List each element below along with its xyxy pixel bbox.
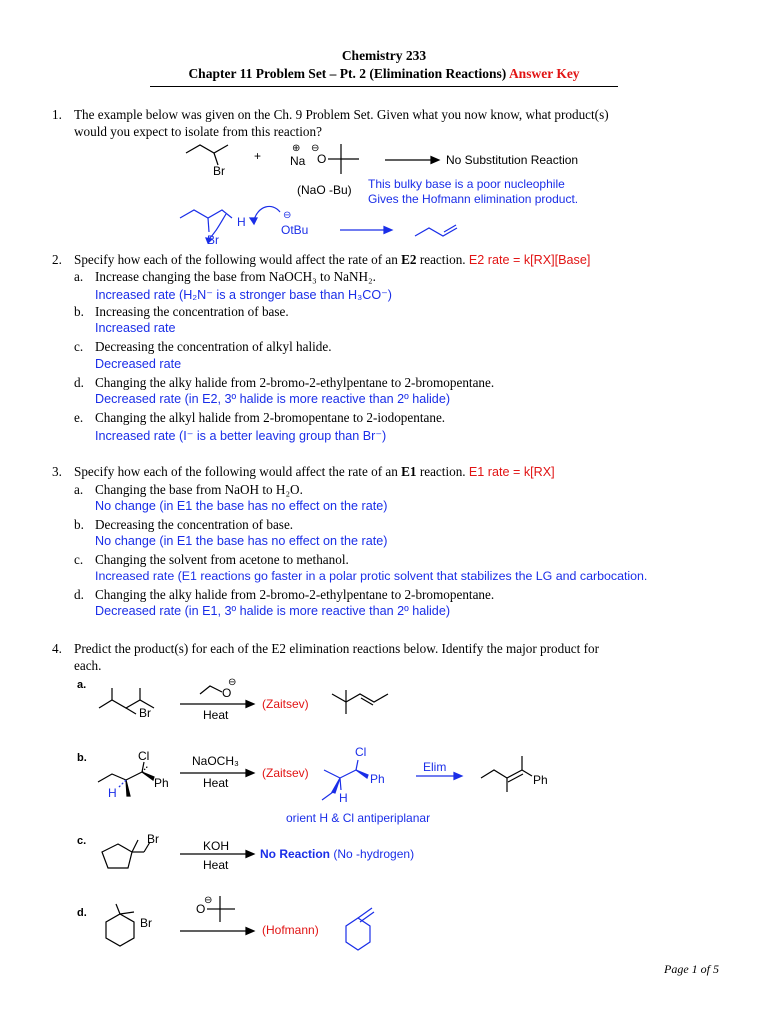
q4b-newman-ph: Ph: [370, 772, 385, 786]
q1-text-line2: would you expect to isolate from this reaction?: [74, 124, 322, 139]
q1-o-label: O: [317, 152, 327, 166]
q2-item-c-letter: c.: [74, 339, 84, 354]
q2-item-e-question: Changing the alkyl halide from 2-bromopentane to 2-iodopentane.: [95, 410, 446, 425]
q3-item-b-question: Decreasing the concentration of base.: [95, 517, 294, 532]
q3-item-a-answer: No change (in E1 the base has no effect on the rate): [95, 499, 388, 513]
q4b-antiperiplanar-note: orient H & Cl antiperiplanar: [286, 811, 431, 825]
q4b-cl-label: Cl: [138, 749, 150, 763]
q3-item-d-letter: d.: [74, 587, 84, 602]
q4a-condition: Heat: [203, 708, 229, 722]
q1-hofmann-product-structure: [412, 218, 468, 242]
q1-text-line1: The example below was given on the Ch. 9 Problem Set. Given what you now know, what product(s): [74, 107, 609, 122]
q4a-substrate-structure: [96, 684, 166, 720]
q1-br-label: Br: [213, 164, 225, 178]
q2-item-d-question: Changing the alky halide from 2-bromo-2-ethylpentane to 2-bromopentane.: [95, 375, 495, 390]
q4b-alkene-product-structure: [478, 754, 540, 800]
q1-answer-note2: Gives the Hofmann elimination product.: [368, 192, 579, 206]
q4b-condition: Heat: [203, 776, 229, 790]
q2-item-b-letter: b.: [74, 304, 84, 319]
q4c-label: c.: [77, 835, 87, 847]
q4b-h-label: H: [108, 786, 117, 800]
q1-substrate-structure: [180, 140, 240, 180]
q2-item-e-letter: e.: [74, 410, 84, 425]
q3-rate-law: E1 rate = k[RX]: [468, 465, 555, 479]
q1-mechanism-base: OtBu: [281, 223, 309, 237]
q2-item-c-question: Decreasing the concentration of alkyl halide.: [95, 339, 332, 354]
q4a-product-structure: [328, 684, 398, 720]
q3-item-b-answer: No change (in E1 the base has no effect on the rate): [95, 534, 388, 548]
q4d-br-label: Br: [140, 916, 152, 930]
q2-intro: [74, 251, 590, 269]
q4c-no-hydrogen: (No -hydrogen): [333, 847, 415, 861]
q4d-substrate-structure: [96, 902, 146, 954]
q4c-condition: Heat: [203, 858, 229, 872]
q4-text-line2: each.: [74, 658, 102, 673]
q4d-o-label: O: [196, 902, 206, 916]
page-number: Page 1 of 5: [664, 962, 719, 976]
q4a-minus: ⊖: [228, 677, 237, 688]
q2-item-e-answer: Increased rate (I⁻ is a better leaving group than Br⁻): [95, 429, 387, 443]
q4a-br-label: Br: [139, 706, 151, 720]
q4d-reaction-arrow: [180, 926, 260, 938]
q2-intro-e2: E2: [401, 252, 417, 267]
q4b-substrate-structure: [96, 760, 162, 802]
q4b-newman-h: H: [339, 791, 348, 805]
q1-mechanism-h: H: [237, 215, 246, 229]
q3-item-a-question: Changing the base from NaOH to H₂O.: [95, 482, 303, 497]
q2-rate-law: E2 rate = k[RX][Base]: [468, 253, 591, 267]
q2-item-d-letter: d.: [74, 375, 84, 390]
q4a-o-label: O: [222, 686, 232, 700]
q4b-newman-cl: Cl: [355, 745, 367, 759]
q4a-label: a.: [77, 679, 87, 691]
q4b-elim-label: Elim: [423, 760, 447, 774]
q4b-ph-label: Ph: [154, 776, 169, 790]
q3-item-b-letter: b.: [74, 517, 84, 532]
q4c-br-label: Br: [147, 832, 159, 846]
problem-set-title: Chapter 11 Problem Set – Pt. 2 (Elimination Reactions): [188, 66, 507, 81]
q4b-alkene-ph: Ph: [533, 773, 548, 787]
q1-na-charge: ⊕: [292, 143, 301, 154]
q2-number: 2.: [52, 252, 62, 267]
q4d-label: d.: [77, 907, 87, 919]
q2-item-d-answer: Decreased rate (in E2, 3º halide is more reactive than 2º halide): [95, 392, 451, 406]
q1-plus: +: [254, 149, 262, 163]
q3-item-c-letter: c.: [74, 552, 84, 567]
q3-intro: [74, 463, 555, 481]
header-rule: [150, 86, 618, 87]
q1-tbutoxide-structure: [326, 140, 366, 180]
q2-intro-a: Specify how each of the following would affect the rate of an: [74, 252, 402, 267]
q4d-minus: ⊖: [204, 895, 213, 906]
q3-item-c-question: Changing the solvent from acetone to methanol.: [95, 552, 349, 567]
q4b-reagent: NaOCH₃: [192, 754, 239, 768]
q2-item-c-answer: Decreased rate: [95, 357, 182, 371]
q3-intro-c: reaction.: [416, 464, 466, 479]
q4-text-line1: Predict the product(s) for each of the E2 elimination reactions below. Identify the major product for: [74, 641, 600, 656]
q3-intro-e1: E1: [401, 464, 417, 479]
q2-item-a-answer: Increased rate (H₂N⁻ is a stronger base than H₃CO⁻): [95, 288, 392, 302]
q1-o-charge: ⊖: [311, 143, 320, 154]
q2-item-a-question: Increase changing the base from NaOCH₃ to NaNH₂.: [95, 269, 376, 284]
answer-key-label: Answer Key: [508, 66, 580, 81]
q4-number: 4.: [52, 641, 62, 656]
q1-reagent-name: (NaO -Bu): [297, 183, 352, 197]
q2-intro-c: reaction.: [416, 252, 466, 267]
q3-item-d-question: Changing the alky halide from 2-bromo-2-ethylpentane to 2-bromopentane.: [95, 587, 495, 602]
q1-na-label: Na: [290, 154, 306, 168]
q1-mechanism-arrow: [340, 225, 400, 237]
q1-answer-note1: This bulky base is a poor nucleophile: [368, 177, 565, 191]
q4c-result: [260, 847, 414, 861]
q4b-result: (Zaitsev): [262, 766, 309, 780]
q2-item-b-question: Increasing the concentration of base.: [95, 304, 289, 319]
q4c-no-reaction: No Reaction: [260, 847, 331, 861]
q2-item-b-answer: Increased rate: [95, 321, 176, 335]
q4b-antiperiplanar-structure: [318, 760, 378, 804]
page-title: [0, 66, 768, 82]
q4d-result: (Hofmann): [262, 923, 319, 937]
q4a-result: (Zaitsev): [262, 697, 309, 711]
q4b-label: b.: [77, 752, 87, 764]
q3-item-c-answer: Increased rate (E1 reactions go faster in a polar protic solvent that stabilizes the LG and carbocation.: [95, 569, 648, 583]
q1-number: 1.: [52, 107, 62, 122]
q3-number: 3.: [52, 464, 62, 479]
q4c-reagent: KOH: [203, 839, 230, 853]
q4b-elim-arrow: [416, 771, 468, 783]
course-title: Chemistry 233: [341, 48, 427, 63]
q1-mechanism-br: Br: [207, 233, 219, 247]
q3-item-a-letter: a.: [74, 482, 84, 497]
q1-no-substitution-label: No Substitution Reaction: [446, 153, 579, 167]
q1-reaction-arrow: [385, 155, 445, 167]
q4d-product-structure: [334, 904, 386, 952]
q2-item-a-letter: a.: [74, 269, 84, 284]
q3-item-d-answer: Decreased rate (in E1, 3º halide is more reactive than 2º halide): [95, 604, 451, 618]
q1-mechanism-minus: ⊖: [283, 210, 292, 221]
q3-intro-a: Specify how each of the following would affect the rate of an: [74, 464, 402, 479]
